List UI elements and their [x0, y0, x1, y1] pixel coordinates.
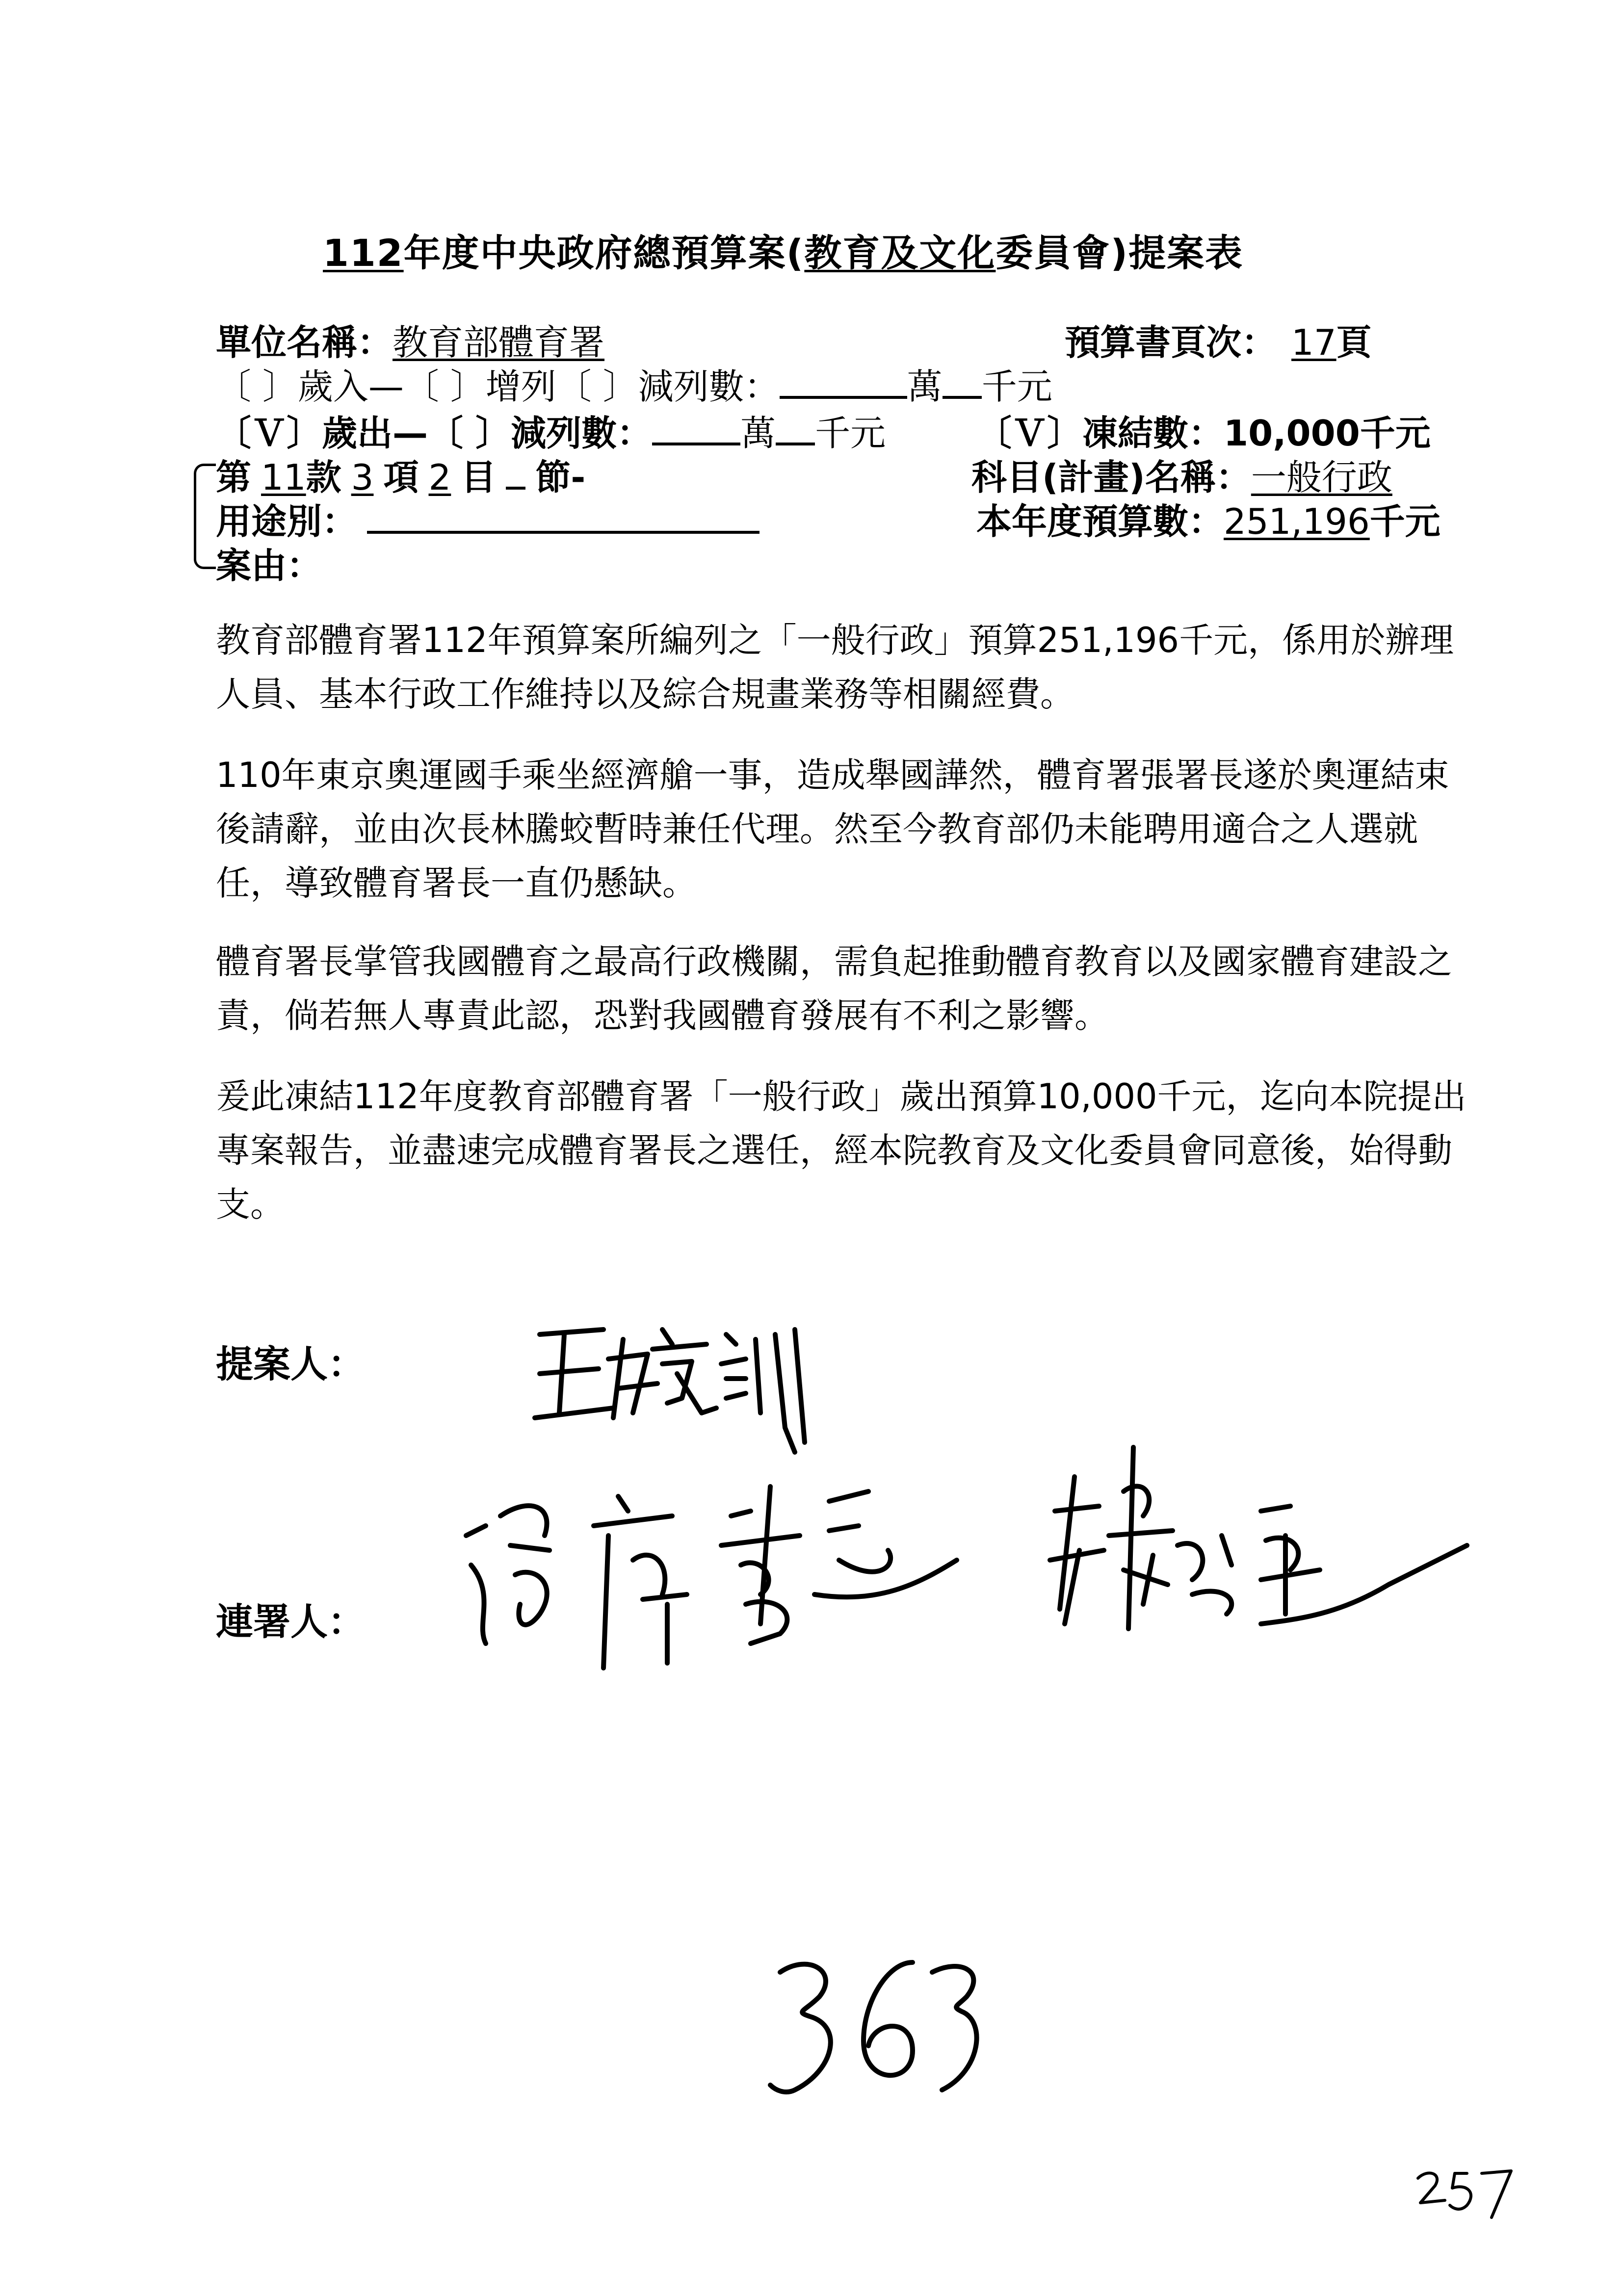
revenue-qian: 千元: [981, 366, 1052, 407]
title-committee: 教育及文化: [804, 231, 996, 275]
section-line: [216, 449, 585, 500]
expense-line-label: 〔Ｖ〕歲出—〔 〕減列數：: [216, 413, 653, 454]
section-bracket: [194, 464, 216, 569]
section-kuan-num: 11: [261, 457, 306, 498]
body-paragraph-3: 體育署長掌管我國體育之最高行政機關，需負起推動體育教育以及國家體育建設之責，倘若無人專責此認，恐對我國體育發展有不利之影響。: [216, 941, 1452, 1036]
section-xiang-num: 3: [351, 457, 374, 498]
section-mu: 目: [461, 457, 497, 498]
section-jie-blank: [506, 457, 525, 490]
page-value: 17: [1291, 322, 1336, 363]
body-paragraph-4: 爰此凍結112年度教育部體育署「一般行政」歲出預算10,000千元，迄向本院提出專案報告，並盡速完成體育署長之選任，經本院教育及文化委員會同意後，始得動支。: [216, 1076, 1467, 1225]
subject-value: 一般行政: [1251, 457, 1392, 498]
proposer-label: 提案人：: [216, 1342, 365, 1386]
expense-line: [216, 405, 886, 456]
handwritten-page-number-363: [765, 1943, 991, 2110]
revenue-wan-blank: [780, 366, 907, 399]
expense-wan-blank: [652, 413, 740, 445]
revenue-qian-blank: [943, 366, 982, 399]
budget-unit: 千元: [1369, 501, 1441, 542]
body-paragraph-1: 教育部體育署112年預算案所編列之「一般行政」預算251,196千元，係用於辦理人員、基本行政工作維持以及綜合規畫業務等相關經費。: [216, 620, 1454, 714]
section-mu-num: 2: [428, 457, 451, 498]
subject-line: [971, 449, 1392, 500]
page-ref: [1065, 314, 1372, 365]
handwritten-page-number-257: [1413, 2159, 1521, 2222]
expense-wan: 萬: [740, 413, 776, 454]
budget-label: 本年度預算數：: [976, 501, 1224, 542]
unit-value: 教育部體育署: [393, 322, 605, 363]
cosigner-label: 連署人：: [216, 1600, 365, 1644]
budget-value: 251,196: [1224, 501, 1370, 542]
cosigner-signature: [456, 1437, 1511, 1712]
usage-label: 用途別：: [216, 501, 358, 542]
title-suffix: 委員會)提案表: [995, 231, 1244, 275]
page-label: 預算書頁次：: [1065, 322, 1277, 363]
section-jie: 節-: [535, 457, 586, 498]
title-year: 112: [323, 231, 404, 275]
subject-label: 科目(計畫)名稱：: [971, 457, 1251, 498]
revenue-wan: 萬: [907, 366, 943, 407]
unit-row: [216, 314, 604, 365]
budget-line: [976, 493, 1441, 544]
usage-line: [216, 493, 760, 544]
usage-blank: [367, 501, 760, 534]
page-unit: 頁: [1336, 322, 1372, 363]
unit-label: 單位名稱：: [216, 322, 393, 363]
title-prefix: 年度中央政府總預算案(: [403, 231, 805, 275]
expense-qian: 千元: [815, 413, 886, 454]
section-xiang: 項: [383, 457, 419, 498]
body-paragraph-2: 110年東京奧運國手乘坐經濟艙一事，造成舉國譁然，體育署張署長遂於奧運結束後請辭，並由次長林騰蛟暫時兼任代理。然至今教育部仍未能聘用適合之人選就任，導致體育署長一直仍懸缺。: [216, 755, 1449, 903]
revenue-line-label: 〔 〕歲入—〔 〕增列〔 〕減列數：: [216, 366, 780, 407]
reason-label: 案由：: [216, 545, 322, 586]
page-title: [323, 223, 1243, 277]
section-kuan: 款: [306, 457, 341, 498]
freeze-amount: 〔Ｖ〕凍結數：10,000千元: [976, 413, 1431, 454]
section-di: 第: [216, 457, 252, 498]
revenue-line: [216, 358, 1052, 409]
expense-qian-blank: [776, 413, 815, 445]
